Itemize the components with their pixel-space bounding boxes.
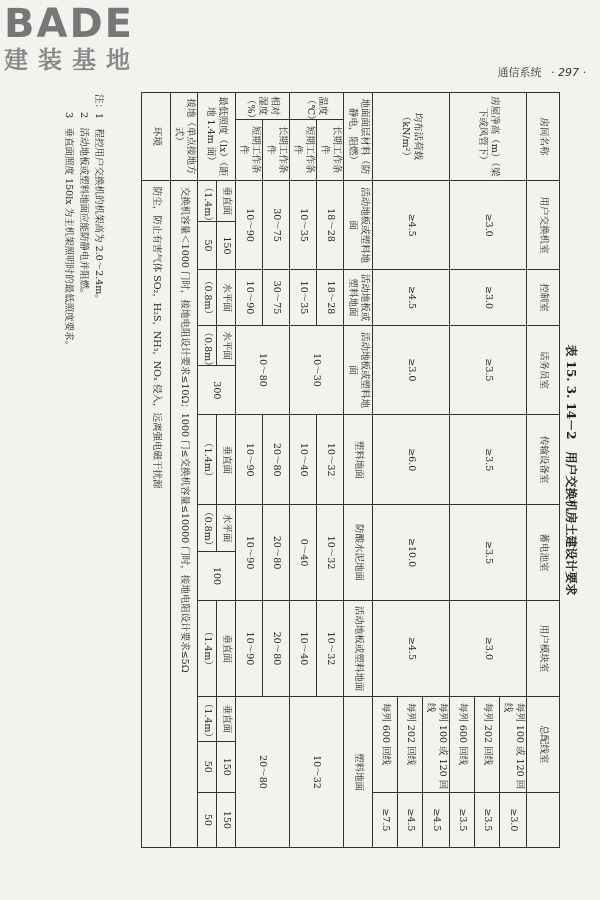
height-switch: ≥3.0 [450, 180, 527, 270]
illum-control-height: （0.8m） [198, 270, 217, 325]
col-header-battery-room: 蓄电池室 [527, 505, 560, 601]
running-head-title: 通信系统 [497, 66, 542, 79]
height-mdf-desc: 每列 100 或 120 回线 [500, 696, 527, 792]
height-mdf-val: ≥3.0 [500, 792, 527, 847]
humidity-short-switch: 10～90 [236, 180, 263, 270]
temp-long-transmission: 10～32 [317, 415, 344, 505]
rotated-page-area [30, 92, 582, 848]
col-header-switch-room: 用户交换机室 [527, 180, 560, 270]
humidity-group-label: 相对湿度（%） [236, 93, 290, 120]
temp-mdf: 10～32 [290, 696, 344, 847]
illum-module-dir: 垂直面 [217, 601, 236, 697]
height-control: ≥3.0 [450, 270, 527, 325]
height-mdf-val: ≥3.5 [475, 792, 500, 847]
floor-row [344, 93, 373, 848]
height-label: 房屋净高（m）（梁下或风管下） [450, 93, 527, 181]
header-row [527, 93, 560, 848]
illum-trans-height: （1.4m） [198, 415, 217, 505]
load-control: ≥4.5 [373, 270, 450, 325]
page-number: · 297 · [551, 66, 586, 79]
temp-short-label: 短期工作条件 [290, 119, 317, 180]
floor-module: 活动地板或塑料地面 [344, 601, 373, 697]
table-caption: 表 15. 3. 14－2 用户交换机房土建设计要求 [564, 344, 578, 596]
illum-mdf-val-2: 50 [198, 741, 217, 792]
grounding-label: 接地（单点接地方式） [171, 93, 198, 181]
humidity-long-label: 长期工作条件 [263, 119, 290, 180]
illum-battery-height: （0.8m） [198, 505, 217, 552]
load-transmission: ≥6.0 [373, 415, 450, 505]
load-battery: ≥10.0 [373, 505, 450, 601]
temp-short-transmission: 10～40 [290, 415, 317, 505]
rotated-content [30, 92, 582, 848]
illum-trans-val-1: 150 [217, 792, 236, 847]
illumination-row-2 [198, 93, 217, 848]
load-mdf-val: ≥7.5 [373, 792, 398, 847]
temp-short-switch: 10～35 [290, 180, 317, 270]
illum-mdf-val-1: 150 [217, 741, 236, 792]
illum-trans-dir: 垂直面 [217, 415, 236, 505]
floor-mdf: 塑料地面 [344, 696, 373, 847]
load-mdf-desc: 每列 202 回线 [398, 696, 423, 792]
humidity-operator: 10～80 [236, 325, 290, 415]
humidity-short-module: 10～90 [236, 601, 263, 697]
floor-battery: 防酸水泥地面 [344, 505, 373, 601]
temp-long-module: 10～32 [317, 601, 344, 697]
col-header-spacer [527, 792, 560, 847]
load-mdf-val: ≥4.5 [398, 792, 423, 847]
load-mdf-desc: 每列 600 回线 [373, 696, 398, 792]
note-1: 注：1 程控用户交换机的机架高为 2.0～2.4m。 [93, 94, 104, 304]
temp-short-module: 10～40 [290, 601, 317, 697]
load-label: 均布活荷载（kN/m²） [373, 93, 450, 181]
col-header-control-room: 控制室 [527, 270, 560, 325]
illum-operator-val: 300 [198, 366, 236, 415]
illum-trans-val-2: 50 [198, 792, 217, 847]
temp-short-control: 10～35 [290, 270, 317, 325]
col-header-room: 房间名称 [527, 93, 560, 181]
floor-switch: 活动地板或塑料地面 [344, 180, 373, 270]
height-row-1 [500, 93, 527, 848]
temp-operator: 10～30 [290, 325, 344, 415]
illum-switch-val-2: 50 [198, 221, 217, 270]
temp-group-label: 温度（℃） [290, 93, 344, 120]
design-requirements-table [141, 92, 560, 848]
humidity-long-module: 20～80 [263, 601, 290, 697]
temp-long-control: 18～28 [317, 270, 344, 325]
illum-control-dir: 水平面 [217, 270, 236, 325]
grounding-row [171, 93, 198, 848]
floor-transmission: 塑料地面 [344, 415, 373, 505]
humidity-long-battery: 20～80 [263, 505, 290, 601]
illum-switch-height: （1.4m） [198, 180, 217, 221]
height-mdf-desc: 每列 202 回线 [475, 696, 500, 792]
humidity-long-switch: 30～75 [263, 180, 290, 270]
height-module: ≥3.0 [450, 601, 527, 697]
illum-module-height: （1.4m） [198, 601, 217, 697]
floor-operator: 活动地板或塑料地面 [344, 325, 373, 415]
illum-mdf-dir: 垂直面 [217, 696, 236, 741]
load-operator: ≥3.0 [373, 325, 450, 415]
load-module: ≥4.5 [373, 601, 450, 697]
temp-short-battery: 0～40 [290, 505, 317, 601]
humidity-long-row [263, 93, 290, 848]
humidity-short-battery: 10～90 [236, 505, 263, 601]
illum-mdf-height: （1.4m） [198, 696, 217, 741]
illum-switch-dir: 垂直面 [217, 180, 236, 221]
table-notes [61, 94, 106, 844]
height-mdf-desc: 每列 600 回线 [450, 696, 475, 792]
illumination-row-1 [217, 93, 236, 848]
load-mdf-desc: 每列 100 或 120 回线 [423, 696, 450, 792]
illum-battery-dir: 水平面 [217, 505, 236, 552]
running-head [498, 64, 586, 80]
floor-label: 地面面层材料（防静电，阻燃） [344, 93, 373, 181]
temp-long-battery: 10～32 [317, 505, 344, 601]
publisher-logo [4, 2, 174, 74]
height-mdf-val: ≥3.5 [450, 792, 475, 847]
load-row-1 [423, 93, 450, 848]
load-mdf-val: ≥4.5 [423, 792, 450, 847]
humidity-mdf: 20～80 [236, 696, 290, 847]
illumination-label: 最低照度（lx）（距地 1.4m 面） [198, 93, 236, 181]
note-3: 3 垂直面照度 150lx 为主机架照明时的最低照度要求。 [63, 112, 74, 351]
load-switch: ≥4.5 [373, 180, 450, 270]
col-header-mdf-room: 总配线室 [527, 696, 560, 792]
environment-row [142, 93, 171, 848]
height-operator: ≥3.5 [450, 325, 527, 415]
humidity-short-control: 10～90 [236, 270, 263, 325]
floor-control: 活动地板或塑料地面 [344, 270, 373, 325]
temp-long-row [317, 93, 344, 848]
illum-operator-dir: 水平面 [217, 325, 236, 366]
environment-text: 防尘，防止有害气体 SO₂，H₂S，NH₃，NOₓ 侵入，远离强电磁干扰源 [142, 180, 171, 847]
humidity-short-label: 短期工作条件 [236, 119, 263, 180]
humidity-short-transmission: 10～90 [236, 415, 263, 505]
logo-sub-text: 建装基地 [4, 46, 140, 74]
height-battery: ≥3.5 [450, 505, 527, 601]
humidity-long-control: 30～75 [263, 270, 290, 325]
col-header-module-room: 用户模块室 [527, 601, 560, 697]
illum-switch-val-1: 150 [217, 221, 236, 270]
environment-label: 环境 [142, 93, 171, 181]
illum-operator-height: （0.8m） [198, 325, 217, 366]
temp-long-label: 长期工作条件 [317, 119, 344, 180]
col-header-transmission-room: 传输设备室 [527, 415, 560, 505]
logo-main-text: BADE [4, 1, 134, 47]
grounding-text: 交换机容量＜1000 门时，接地电阻设计要求≤10Ω；1000 门≤交换机容量≤10000 门时，接地电阻设计要求≤5Ω [171, 180, 198, 847]
illum-battery-val: 100 [198, 552, 236, 601]
humidity-long-transmission: 20～80 [263, 415, 290, 505]
col-header-operator-room: 话务员室 [527, 325, 560, 415]
note-2: 2 活动地板或塑料地面应能防静电并阻燃。 [78, 112, 89, 299]
height-transmission: ≥3.5 [450, 415, 527, 505]
temp-long-switch: 18～28 [317, 180, 344, 270]
